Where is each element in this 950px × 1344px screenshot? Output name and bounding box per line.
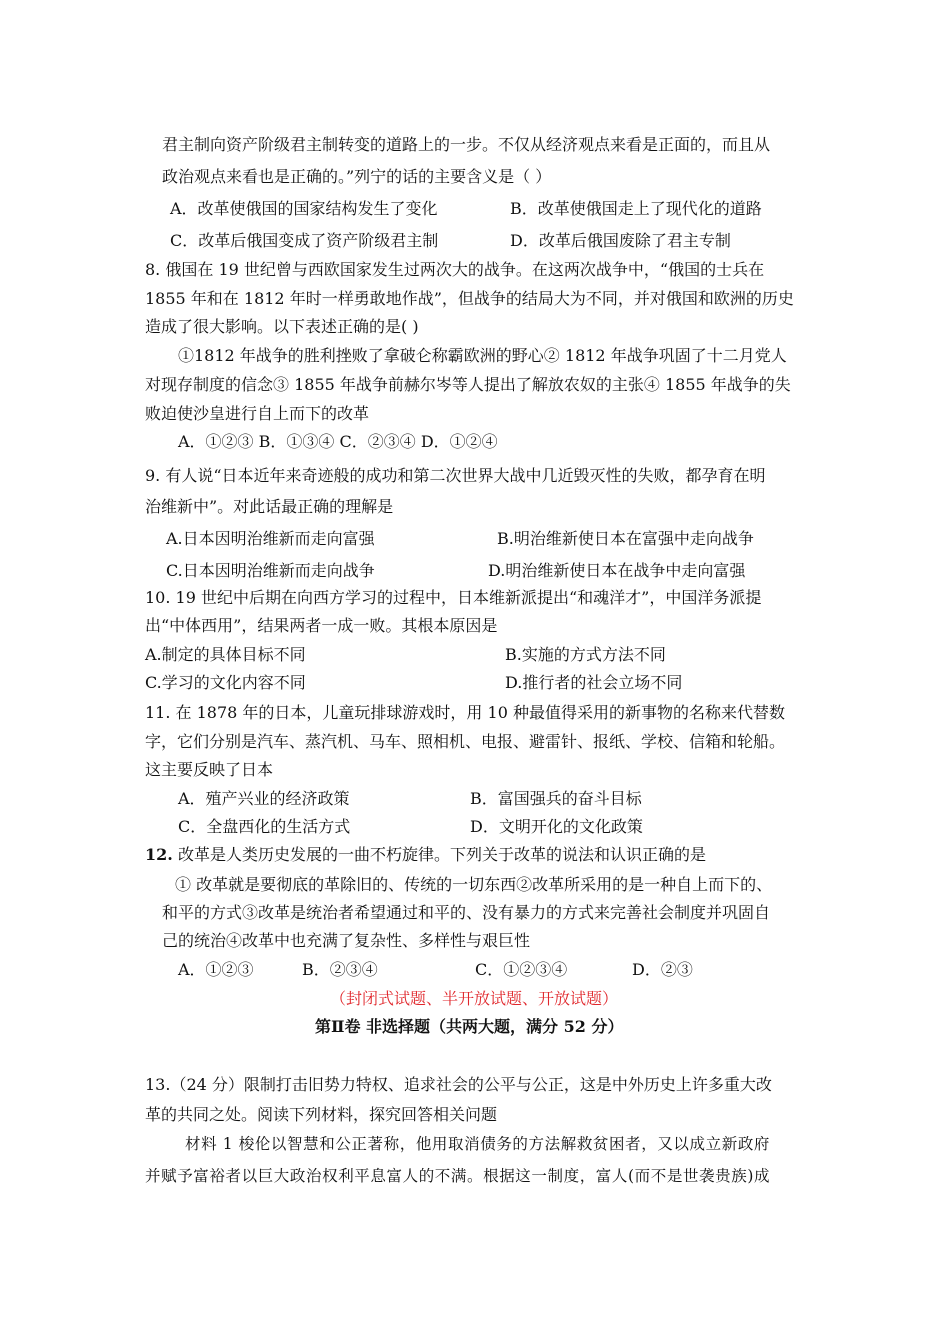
q12-option-a: A．①②③ <box>178 960 254 979</box>
q11-option-b: B．富国强兵的奋斗目标 <box>470 789 642 808</box>
q11-line1: 11. 在 1878 年的日本，儿童玩排球游戏时，用 10 种最值得采用的新事物的名称来代替数 <box>145 703 785 722</box>
q7-line1: 君主制向资产阶级君主制转变的道路上的一步。不仅从经济观点来看是正面的，而且从 <box>162 135 771 154</box>
material1-line1: 材料 1 梭伦以智慧和公正著称，他用取消债务的方法解救贫困者，又以成立新政府 <box>185 1135 771 1153</box>
q12-line2: ① 改革就是要彻底的革除旧的、传统的一切东西②改革所采用的是一种自上而下的、 <box>175 875 773 894</box>
q9-line1: 9. 有人说“日本近年来奇迹般的成功和第二次世界大战中几近毁灭性的失败，都孕育在明 <box>145 466 766 485</box>
q10-option-d: D.推行者的社会立场不同 <box>505 673 683 692</box>
q7-line2: 政治观点来看也是正确的。”列宁的话的主要含义是（ ） <box>162 167 552 186</box>
q8-line1: 8. 俄国在 19 世纪曾与西欧国家发生过两次大的战争。在这两次战争中，“俄国的士兵在 <box>145 260 765 279</box>
q12-line1: 改革是人类历史发展的一曲不朽旋律。下列关于改革的说法和认识正确的是 <box>178 845 707 864</box>
q9-option-a: A.日本因明治维新而走向富强 <box>166 529 375 548</box>
material1-line2: 并赋予富裕者以巨大政治权利平息富人的不满。根据这一制度，富人(而不是世袭贵族)成 <box>145 1167 771 1185</box>
q10-option-b: B.实施的方式方法不同 <box>505 645 666 664</box>
q12-option-d: D．②③ <box>632 960 693 979</box>
q8-line4: ①1812 年战争的胜利挫败了拿破仑称霸欧洲的野心② 1812 年战争巩固了十二月党人 <box>178 346 787 365</box>
q12-line4: 己的统治④改革中也充满了复杂性、多样性与艰巨性 <box>162 931 531 950</box>
q12-line3: 和平的方式③改革是统治者希望通过和平的、没有暴力的方式来完善社会制度并巩固自 <box>162 903 771 922</box>
q9-option-c: C.日本因明治维新而走向战争 <box>166 561 375 580</box>
q9-line2: 治维新中”。对此话最正确的理解是 <box>145 497 394 516</box>
q13-line2: 革的共同之处。阅读下列材料，探究回答相关问题 <box>145 1105 498 1124</box>
q7-option-b: B．改革使俄国走上了现代化的道路 <box>510 199 762 218</box>
q10-option-c: C.学习的文化内容不同 <box>145 673 306 692</box>
q9-option-d: D.明治维新使日本在战争中走向富强 <box>488 561 746 580</box>
q11-line2: 字，它们分别是汽车、蒸汽机、马车、照相机、电报、避雷针、报纸、学校、信箱和轮船。 <box>145 732 786 751</box>
q8-line6: 败迫使沙皇进行自上而下的改革 <box>145 404 370 423</box>
q8-line2: 1855 年和在 1812 年时一样勇敢地作战”，但战争的结局大为不同，并对俄国和欧洲的历史 <box>145 289 794 308</box>
q11-option-d: D．文明开化的文化政策 <box>470 817 643 836</box>
q10-line1: 10. 19 世纪中后期在向西方学习的过程中，日本维新派提出“和魂洋才”，中国洋务派提 <box>145 588 762 607</box>
q12-number: 12. <box>145 845 173 864</box>
section-note: （封闭式试题、半开放试题、开放试题） <box>330 989 619 1008</box>
section-title: 第Ⅱ卷 非选择题（共两大题，满分 52 分） <box>315 1017 624 1036</box>
q12-option-c: C．①②③④ <box>475 960 568 979</box>
q8-options: A．①②③ B．①③④ C．②③④ D．①②④ <box>178 432 498 451</box>
q13-line1: 13.（24 分）限制打击旧势力特权、追求社会的公平与公正，这是中外历史上许多重大改 <box>145 1075 772 1094</box>
q11-option-c: C．全盘西化的生活方式 <box>178 817 351 836</box>
q8-line3: 造成了很大影响。以下表述正确的是( ) <box>145 317 419 336</box>
q7-option-d: D．改革后俄国废除了君主专制 <box>510 231 731 250</box>
q7-option-c: C．改革后俄国变成了资产阶级君主制 <box>170 231 439 250</box>
q10-line2: 出“中体西用”，结果两者一成一败。其根本原因是 <box>145 616 498 635</box>
q11-line3: 这主要反映了日本 <box>145 760 274 779</box>
q9-option-b: B.明治维新使日本在富强中走向战争 <box>497 529 754 548</box>
q10-option-a: A.制定的具体目标不同 <box>145 645 306 664</box>
q12-option-b: B．②③④ <box>302 960 378 979</box>
q7-option-a: A．改革使俄国的国家结构发生了变化 <box>170 199 438 218</box>
q11-option-a: A．殖产兴业的经济政策 <box>178 789 350 808</box>
q8-line5: 对现存制度的信念③ 1855 年战争前赫尔岑等人提出了解放农奴的主张④ 1855 年战争的失 <box>145 375 791 394</box>
